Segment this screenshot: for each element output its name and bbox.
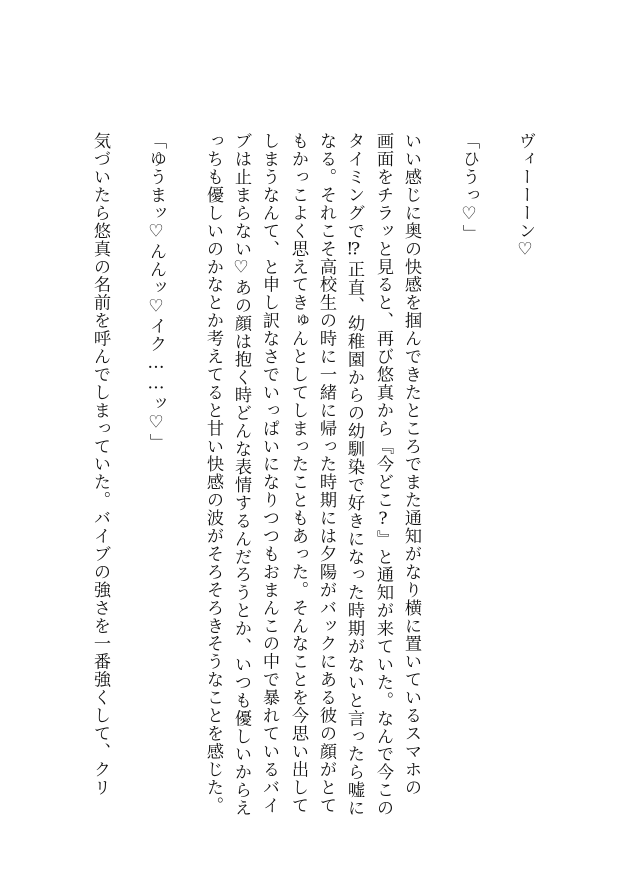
text-line-9: もかっこよく思えてきゅんとしてしまったこともあった。そんなことを今思い出して [288,132,308,815]
text-line-12: っちも優しいのかなとか考えてると甘い快感の波がそろそろきそうなことを感じた。 [203,132,223,815]
text-line-8: なる。それこそ高校生の時に一緒に帰った時期には夕陽がバックにある彼の顔がとて [316,132,336,815]
text-line-3: 「ひうっ♡」 [459,132,479,243]
text-line-6: 画面をチラッと見ると、再び悠真から『今どこ?』と通知が来ていた。なんで今この [373,132,393,817]
text-line-7: タイミングで⁉正直、幼稚園からの幼馴染で好きになった時期がないと言ったら嘘に [344,132,364,817]
text-line-10: しまうなんて、と申し訳なさでいっぱいになりつつもおまんこの中で暴れているバイ [259,132,279,815]
text-line-11: ブは止まらない♡あの顔は抱く時どんな表情するんだろうとか、いつも優しいからえ [231,132,251,817]
text-line-16: 気づいたら悠真の名前を呼んでしまっていた。バイブの強さを一番強くして、クリ [90,132,110,797]
text-line-5: いい感じに奥の快感を掴んできたところでまた通知がなり横に置いているスマホの [401,132,421,797]
text-line-14: 「ゆうまッ♡んんッ♡イク……ッ♡」 [146,132,166,452]
text-line-1: ヴィーーーン♡ [515,132,535,261]
